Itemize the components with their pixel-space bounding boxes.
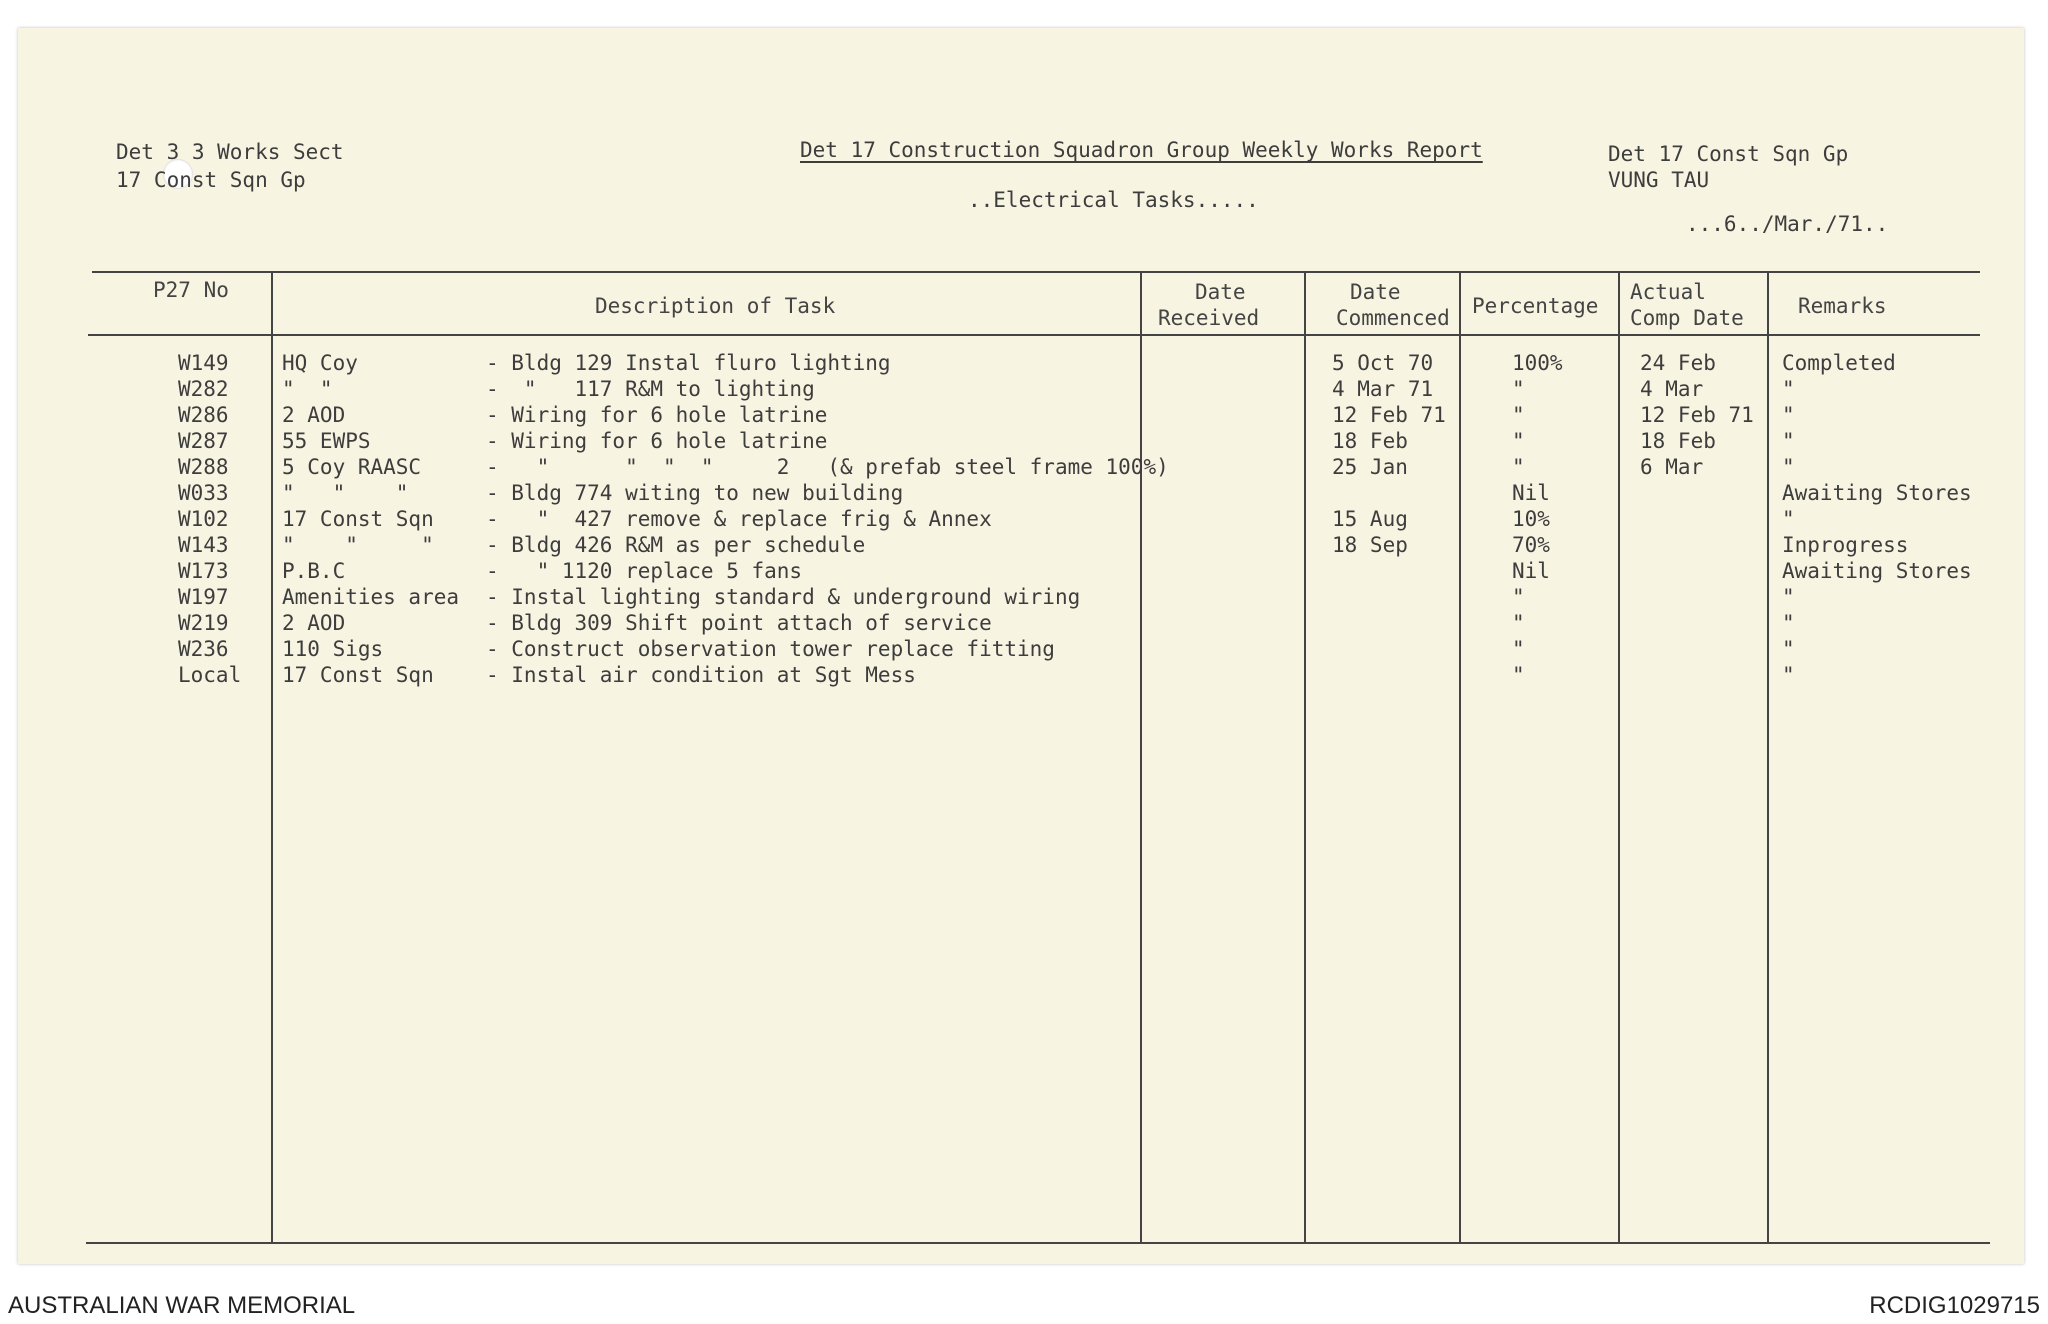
cell-percentage: " xyxy=(1512,403,1525,427)
table-row xyxy=(18,402,2024,428)
cell-task: - " " " " 2 (& prefab steel frame 100%) xyxy=(486,455,1169,479)
col-header-comp-2: Comp Date xyxy=(1630,306,1744,330)
cell-no: W219 xyxy=(178,611,229,635)
cell-remarks: Inprogress xyxy=(1782,533,1909,557)
cell-commenced: 5 Oct 70 xyxy=(1332,351,1434,375)
sender-line-2: 17 Const Sqn Gp xyxy=(116,168,306,192)
cell-task: - Wiring for 6 hole latrine xyxy=(486,403,828,427)
col-header-received-1: Date xyxy=(1195,280,1246,304)
cell-task: - Construct observation tower replace fitting xyxy=(486,637,1055,661)
col-header-received-2: Received xyxy=(1158,306,1260,330)
cell-task: - Bldg 774 witing to new building xyxy=(486,481,904,505)
table-row xyxy=(18,558,2024,584)
table-row xyxy=(18,636,2024,662)
report-date: ...6../Mar./71.. xyxy=(1686,212,1889,236)
cell-no: W149 xyxy=(178,351,229,375)
table-row xyxy=(18,428,2024,454)
table-row xyxy=(18,662,2024,688)
cell-percentage: " xyxy=(1512,637,1525,661)
cell-remarks: Awaiting Stores xyxy=(1782,559,1972,583)
cell-task: - Bldg 309 Shift point attach of service xyxy=(486,611,992,635)
cell-percentage: " xyxy=(1512,377,1525,401)
cell-task: - Bldg 129 Instal fluro lighting xyxy=(486,351,891,375)
cell-remarks: " xyxy=(1782,611,1795,635)
cell-no: W287 xyxy=(178,429,229,453)
cell-unit: 5 Coy RAASC xyxy=(282,455,422,479)
sender-line-1: Det 3 3 Works Sect xyxy=(116,140,344,164)
cell-commenced: 12 Feb 71 xyxy=(1332,403,1446,427)
cell-commenced: 18 Sep xyxy=(1332,533,1408,557)
cell-no: W102 xyxy=(178,507,229,531)
cell-remarks: " xyxy=(1782,403,1795,427)
cell-remarks: " xyxy=(1782,429,1795,453)
cell-remarks: " xyxy=(1782,377,1795,401)
recipient-line-1: Det 17 Const Sqn Gp xyxy=(1608,142,1849,166)
col-header-comp-1: Actual xyxy=(1630,280,1706,304)
cell-percentage: " xyxy=(1512,663,1525,687)
cell-unit: " " " xyxy=(282,481,409,505)
cell-no: W197 xyxy=(178,585,229,609)
header-bottom-rule xyxy=(88,334,1980,336)
cell-task: - Wiring for 6 hole latrine xyxy=(486,429,828,453)
cell-comp-date: 4 Mar xyxy=(1640,377,1704,401)
table-row xyxy=(18,584,2024,610)
cell-remarks: " xyxy=(1782,507,1795,531)
cell-unit: " " " xyxy=(282,533,434,557)
cell-commenced: 25 Jan xyxy=(1332,455,1408,479)
cell-percentage: Nil xyxy=(1512,559,1550,583)
cell-commenced: 18 Feb xyxy=(1332,429,1408,453)
cell-unit: 17 Const Sqn xyxy=(282,507,434,531)
cell-task: - Instal air condition at Sgt Mess xyxy=(486,663,916,687)
col-header-no: P27 No xyxy=(153,278,229,302)
cell-remarks: " xyxy=(1782,637,1795,661)
cell-remarks: " xyxy=(1782,663,1795,687)
report-subtitle: ..Electrical Tasks..... xyxy=(968,188,1259,212)
cell-task: - " 117 R&M to lighting xyxy=(486,377,815,401)
cell-percentage: 100% xyxy=(1512,351,1563,375)
cell-percentage: " xyxy=(1512,585,1525,609)
cell-unit: HQ Coy xyxy=(282,351,358,375)
cell-percentage: 10% xyxy=(1512,507,1550,531)
table-top-rule xyxy=(92,271,1980,273)
cell-unit: 2 AOD xyxy=(282,611,346,635)
cell-comp-date: 24 Feb xyxy=(1640,351,1716,375)
cell-no: W143 xyxy=(178,533,229,557)
cell-unit: P.B.C xyxy=(282,559,346,583)
cell-unit: Amenities area xyxy=(282,585,460,609)
col-header-description: Description of Task xyxy=(595,294,836,318)
cell-no: W282 xyxy=(178,377,229,401)
cell-remarks: Awaiting Stores xyxy=(1782,481,1972,505)
col-header-commenced-1: Date xyxy=(1350,280,1401,304)
cell-task: - " 1120 replace 5 fans xyxy=(486,559,803,583)
cell-comp-date: 6 Mar xyxy=(1640,455,1704,479)
cell-task: - Instal lighting standard & underground wiring xyxy=(486,585,1081,609)
cell-unit: " " xyxy=(282,377,333,401)
table-row xyxy=(18,480,2024,506)
cell-unit: 17 Const Sqn xyxy=(282,663,434,687)
table-row xyxy=(18,610,2024,636)
cell-remarks: " xyxy=(1782,455,1795,479)
cell-unit: 2 AOD xyxy=(282,403,346,427)
cell-unit: 110 Sigs xyxy=(282,637,384,661)
cell-no: W236 xyxy=(178,637,229,661)
cell-remarks: Completed xyxy=(1782,351,1896,375)
cell-task: - Bldg 426 R&M as per schedule xyxy=(486,533,866,557)
cell-unit: 55 EWPS xyxy=(282,429,371,453)
cell-no: W033 xyxy=(178,481,229,505)
report-title: Det 17 Construction Squadron Group Weekly Works Report xyxy=(800,138,1483,162)
col-header-commenced-2: Commenced xyxy=(1336,306,1450,330)
table-row xyxy=(18,532,2024,558)
cell-percentage: Nil xyxy=(1512,481,1550,505)
footer-institution: AUSTRALIAN WAR MEMORIAL xyxy=(8,1292,356,1319)
table-row xyxy=(18,376,2024,402)
cell-commenced: 15 Aug xyxy=(1332,507,1408,531)
cell-no: W288 xyxy=(178,455,229,479)
cell-no: W286 xyxy=(178,403,229,427)
col-header-remarks: Remarks xyxy=(1798,294,1887,318)
cell-comp-date: 18 Feb xyxy=(1640,429,1716,453)
cell-remarks: " xyxy=(1782,585,1795,609)
table-row xyxy=(18,506,2024,532)
cell-commenced: 4 Mar 71 xyxy=(1332,377,1434,401)
cell-no: W173 xyxy=(178,559,229,583)
cell-percentage: " xyxy=(1512,611,1525,635)
cell-percentage: 70% xyxy=(1512,533,1550,557)
table-row xyxy=(18,454,2024,480)
document-page xyxy=(18,28,2024,1264)
cell-percentage: " xyxy=(1512,455,1525,479)
col-header-percentage: Percentage xyxy=(1472,294,1599,318)
cell-no: Local xyxy=(178,663,242,687)
table-row xyxy=(18,350,2024,376)
cell-task: - " 427 remove & replace frig & Annex xyxy=(486,507,992,531)
cell-percentage: " xyxy=(1512,429,1525,453)
cell-comp-date: 12 Feb 71 xyxy=(1640,403,1754,427)
recipient-line-2: VUNG TAU xyxy=(1608,168,1710,192)
footer-reference: RCDIG1029715 xyxy=(1869,1292,2040,1319)
table-bottom-rule xyxy=(86,1242,1990,1244)
